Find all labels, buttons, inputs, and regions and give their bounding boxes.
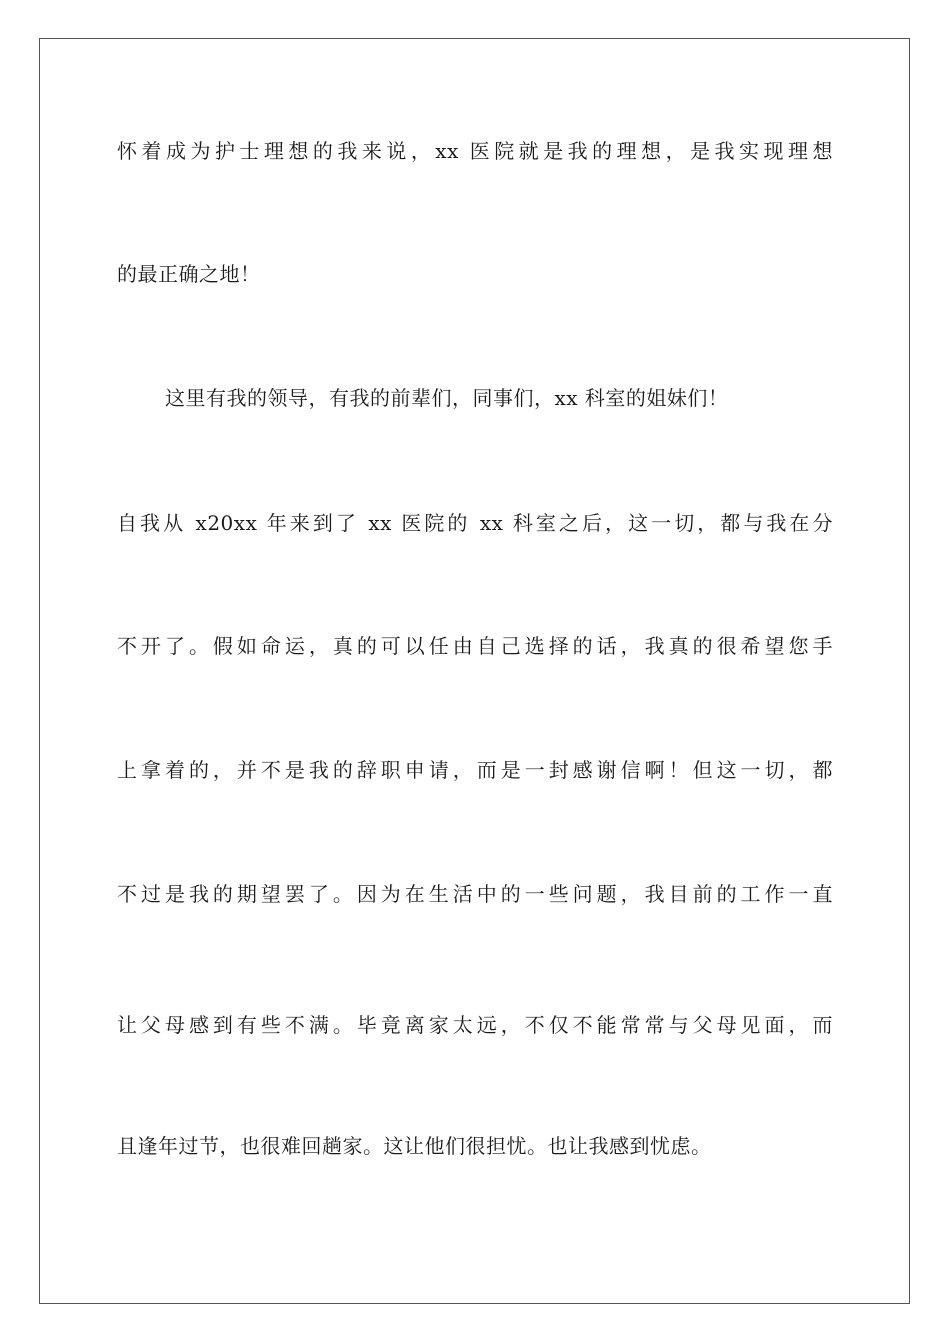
page-border	[39, 38, 910, 1304]
text-line-9: 且逢年过节，也很难回趟家。这让他们很担忧。也让我感到忧虑。	[117, 1134, 712, 1158]
text-line-2: 的最正确之地！	[117, 262, 261, 286]
text-line-7: 不过是我的期望罢了。因为在生活中的一些问题，我目前的工作一直	[117, 882, 833, 906]
text-line-5: 不开了。假如命运，真的可以任由自己选择的话，我真的很希望您手	[117, 634, 833, 658]
text-line-4: 自我从 x20xx 年来到了 xx 医院的 xx 科室之后，这一切，都与我在分	[117, 511, 833, 535]
text-line-8: 让父母感到有些不满。毕竟离家太远，不仅不能常常与父母见面，而	[117, 1013, 833, 1037]
text-line-6: 上拿着的，并不是我的辞职申请，而是一封感谢信啊！但这一切，都	[117, 758, 833, 782]
text-line-3: 这里有我的领导，有我的前辈们，同事们，xx 科室的姐妹们！	[165, 386, 729, 410]
text-line-1: 怀着成为护士理想的我来说，xx 医院就是我的理想，是我实现理想	[117, 139, 833, 163]
